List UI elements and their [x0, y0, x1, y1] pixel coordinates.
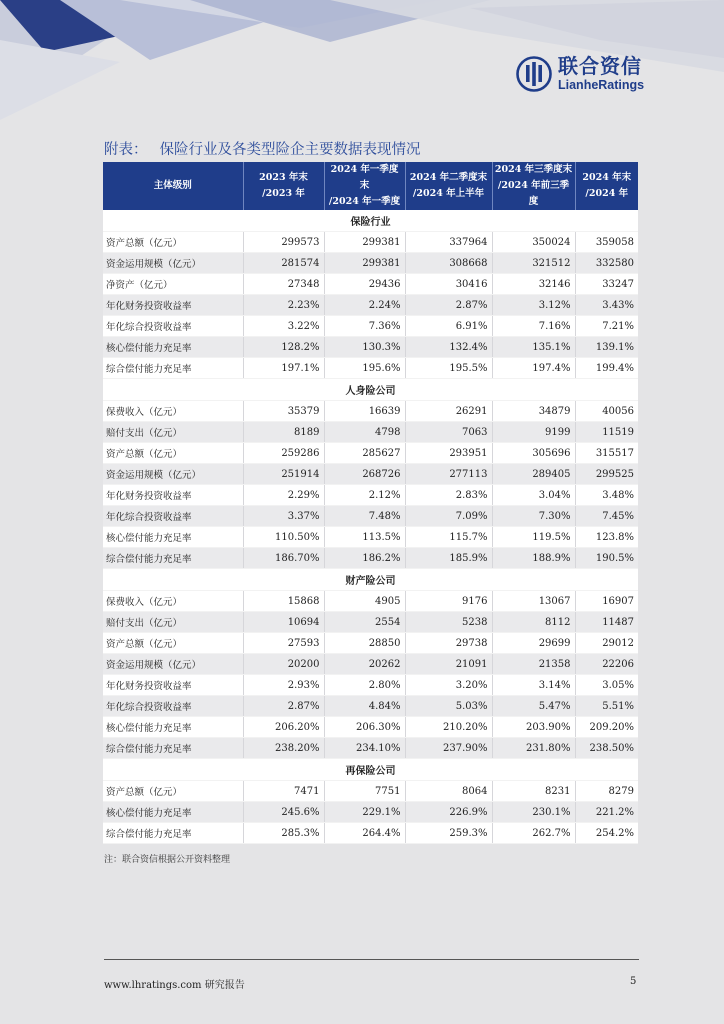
table-cell: 268726 — [324, 464, 405, 485]
table-row — [103, 232, 638, 253]
row-label: 赔付支出（亿元） — [103, 422, 243, 443]
table-cell: 197.4% — [492, 358, 575, 379]
table-cell: 3.05% — [575, 675, 638, 696]
row-label: 核心偿付能力充足率 — [103, 337, 243, 358]
table-row — [103, 401, 638, 422]
header-line2: /2024 年前三季度 — [497, 180, 570, 207]
table-cell: 16639 — [324, 401, 405, 422]
table-cell: 185.9% — [405, 548, 492, 569]
table-cell: 2.93% — [243, 675, 324, 696]
row-label: 综合偿付能力充足率 — [103, 358, 243, 379]
table-cell: 7.30% — [492, 506, 575, 527]
table-cell: 4798 — [324, 422, 405, 443]
header-period-3 — [405, 162, 492, 210]
table-row — [103, 612, 638, 633]
header-period-5 — [575, 162, 638, 210]
table-cell: 285627 — [324, 443, 405, 464]
table-cell: 2.12% — [324, 485, 405, 506]
table-cell: 7751 — [324, 781, 405, 802]
row-label: 净资产（亿元） — [103, 274, 243, 295]
table-cell: 231.80% — [492, 738, 575, 759]
header-line2: /2023 年 — [262, 188, 305, 199]
table-cell: 27593 — [243, 633, 324, 654]
table-cell: 238.20% — [243, 738, 324, 759]
table-cell: 20262 — [324, 654, 405, 675]
table-cell: 8231 — [492, 781, 575, 802]
row-label: 综合偿付能力充足率 — [103, 738, 243, 759]
header-line2: /2024 年上半年 — [412, 188, 485, 199]
table-cell: 7.16% — [492, 316, 575, 337]
header-line1: 2024 年末 — [582, 172, 632, 183]
table-cell: 206.20% — [243, 717, 324, 738]
table-cell: 186.2% — [324, 548, 405, 569]
section-header-row — [103, 569, 638, 591]
table-header-row — [103, 162, 638, 210]
table-cell: 22206 — [575, 654, 638, 675]
table-cell: 135.1% — [492, 337, 575, 358]
table-cell: 27348 — [243, 274, 324, 295]
table-row — [103, 591, 638, 612]
table-cell: 206.30% — [324, 717, 405, 738]
table-row — [103, 738, 638, 759]
header-period-1 — [243, 162, 324, 210]
table-cell: 21358 — [492, 654, 575, 675]
table-row — [103, 527, 638, 548]
section-header-row — [103, 759, 638, 781]
table-cell: 190.5% — [575, 548, 638, 569]
row-label: 保费收入（亿元） — [103, 591, 243, 612]
table-cell: 254.2% — [575, 823, 638, 844]
table-cell: 26291 — [405, 401, 492, 422]
table-cell: 10694 — [243, 612, 324, 633]
row-label: 资金运用规模（亿元） — [103, 464, 243, 485]
footer-divider — [104, 959, 639, 960]
table-cell: 3.04% — [492, 485, 575, 506]
table-cell: 119.5% — [492, 527, 575, 548]
table-cell: 305696 — [492, 443, 575, 464]
table-cell: 8189 — [243, 422, 324, 443]
row-label: 资产总额（亿元） — [103, 443, 243, 464]
header-period-4 — [492, 162, 575, 210]
row-label: 核心偿付能力充足率 — [103, 802, 243, 823]
table-cell: 299573 — [243, 232, 324, 253]
table-cell: 30416 — [405, 274, 492, 295]
table-row — [103, 274, 638, 295]
table-cell: 3.20% — [405, 675, 492, 696]
table-cell: 2.29% — [243, 485, 324, 506]
brand-name-cn: 联合资信 — [558, 54, 642, 79]
row-label: 资产总额（亿元） — [103, 633, 243, 654]
data-table — [103, 162, 638, 844]
table-cell: 16907 — [575, 591, 638, 612]
table-cell: 29436 — [324, 274, 405, 295]
table-cell: 350024 — [492, 232, 575, 253]
table-cell: 277113 — [405, 464, 492, 485]
row-label: 赔付支出（亿元） — [103, 612, 243, 633]
header-entity-level — [103, 162, 243, 210]
table-cell: 2.80% — [324, 675, 405, 696]
row-label: 年化财务投资收益率 — [103, 485, 243, 506]
header-line1: 2023 年末 — [259, 172, 308, 183]
header-line1: 2024 年一季度末 — [330, 164, 399, 191]
table-cell: 2554 — [324, 612, 405, 633]
table-cell: 332580 — [575, 253, 638, 274]
table-row — [103, 358, 638, 379]
table-cell: 210.20% — [405, 717, 492, 738]
brand-logo — [516, 56, 644, 92]
header-period-2 — [324, 162, 405, 210]
table-cell: 5238 — [405, 612, 492, 633]
table-cell: 3.48% — [575, 485, 638, 506]
table-cell: 21091 — [405, 654, 492, 675]
row-label: 资产总额（亿元） — [103, 781, 243, 802]
section-title: 保险行业 — [103, 210, 638, 232]
table-cell: 197.1% — [243, 358, 324, 379]
section-title: 再保险公司 — [103, 759, 638, 781]
table-cell: 35379 — [243, 401, 324, 422]
table-row — [103, 717, 638, 738]
table-cell: 29738 — [405, 633, 492, 654]
header-line1: 2024 年三季度末 — [494, 164, 573, 175]
table-cell: 8279 — [575, 781, 638, 802]
table-cell: 186.70% — [243, 548, 324, 569]
table-cell: 5.47% — [492, 696, 575, 717]
row-label: 年化综合投资收益率 — [103, 506, 243, 527]
table-row — [103, 506, 638, 527]
table-cell: 245.6% — [243, 802, 324, 823]
table-cell: 6.91% — [405, 316, 492, 337]
header-line2: /2024 年 — [585, 188, 629, 199]
table-cell: 238.50% — [575, 738, 638, 759]
table-cell: 113.5% — [324, 527, 405, 548]
table-cell: 2.23% — [243, 295, 324, 316]
table-cell: 15868 — [243, 591, 324, 612]
table-cell: 229.1% — [324, 802, 405, 823]
table-cell: 5.51% — [575, 696, 638, 717]
table-cell: 123.8% — [575, 527, 638, 548]
table-cell: 7471 — [243, 781, 324, 802]
table-cell: 359058 — [575, 232, 638, 253]
table-cell: 33247 — [575, 274, 638, 295]
table-cell: 234.10% — [324, 738, 405, 759]
table-row — [103, 295, 638, 316]
table-row — [103, 548, 638, 569]
lianhe-logo-icon — [516, 56, 552, 92]
table-cell: 11519 — [575, 422, 638, 443]
table-cell: 13067 — [492, 591, 575, 612]
row-label: 核心偿付能力充足率 — [103, 527, 243, 548]
table-cell: 128.2% — [243, 337, 324, 358]
table-cell: 29012 — [575, 633, 638, 654]
table-row — [103, 443, 638, 464]
table-cell: 199.4% — [575, 358, 638, 379]
row-label: 保费收入（亿元） — [103, 401, 243, 422]
table-cell: 139.1% — [575, 337, 638, 358]
table-cell: 3.14% — [492, 675, 575, 696]
table-body — [103, 210, 638, 844]
source-note: 注：联合资信根据公开资料整理 — [104, 855, 231, 865]
table-row — [103, 654, 638, 675]
table-cell: 28850 — [324, 633, 405, 654]
table-row — [103, 696, 638, 717]
table-cell: 2.87% — [405, 295, 492, 316]
table-cell: 20200 — [243, 654, 324, 675]
table-cell: 289405 — [492, 464, 575, 485]
table-cell: 11487 — [575, 612, 638, 633]
table-cell: 209.20% — [575, 717, 638, 738]
table-cell: 230.1% — [492, 802, 575, 823]
page-number: 5 — [630, 976, 637, 987]
header-line1: 2024 年二季度末 — [409, 172, 488, 183]
table-title — [104, 138, 421, 159]
table-row — [103, 253, 638, 274]
table-cell: 321512 — [492, 253, 575, 274]
table-cell: 299525 — [575, 464, 638, 485]
title-text: 保险行业及各类型险企主要数据表现情况 — [159, 142, 421, 158]
table-cell: 7.09% — [405, 506, 492, 527]
table-cell: 281574 — [243, 253, 324, 274]
table-cell: 226.9% — [405, 802, 492, 823]
table-cell: 285.3% — [243, 823, 324, 844]
table-cell: 7.45% — [575, 506, 638, 527]
table-cell: 203.90% — [492, 717, 575, 738]
title-prefix: 附表： — [104, 142, 148, 158]
table-cell: 7.48% — [324, 506, 405, 527]
table-cell: 29699 — [492, 633, 575, 654]
section-title: 人身险公司 — [103, 379, 638, 401]
table-cell: 4.84% — [324, 696, 405, 717]
table-cell: 293951 — [405, 443, 492, 464]
header-line2: /2024 年一季度 — [328, 196, 401, 207]
row-label: 资产总额（亿元） — [103, 232, 243, 253]
row-label: 年化财务投资收益率 — [103, 675, 243, 696]
table-cell: 8064 — [405, 781, 492, 802]
table-cell: 40056 — [575, 401, 638, 422]
section-title: 财产险公司 — [103, 569, 638, 591]
table-cell: 262.7% — [492, 823, 575, 844]
table-cell: 8112 — [492, 612, 575, 633]
table-row — [103, 781, 638, 802]
row-label: 资金运用规模（亿元） — [103, 654, 243, 675]
table-row — [103, 316, 638, 337]
table-cell: 3.43% — [575, 295, 638, 316]
table-cell: 115.7% — [405, 527, 492, 548]
table-cell: 5.03% — [405, 696, 492, 717]
table-cell: 9176 — [405, 591, 492, 612]
table-cell: 4905 — [324, 591, 405, 612]
table-cell: 7063 — [405, 422, 492, 443]
table-cell: 3.37% — [243, 506, 324, 527]
table-row — [103, 633, 638, 654]
row-label: 年化财务投资收益率 — [103, 295, 243, 316]
table-cell: 259286 — [243, 443, 324, 464]
header-line1: 主体级别 — [153, 180, 192, 191]
table-row — [103, 802, 638, 823]
table-cell: 259.3% — [405, 823, 492, 844]
section-header-row — [103, 210, 638, 232]
table-cell: 9199 — [492, 422, 575, 443]
table-cell: 132.4% — [405, 337, 492, 358]
table-cell: 251914 — [243, 464, 324, 485]
row-label: 核心偿付能力充足率 — [103, 717, 243, 738]
row-label: 资金运用规模（亿元） — [103, 253, 243, 274]
table-cell: 110.50% — [243, 527, 324, 548]
table-cell: 264.4% — [324, 823, 405, 844]
section-header-row — [103, 379, 638, 401]
table-cell: 7.21% — [575, 316, 638, 337]
table-row — [103, 422, 638, 443]
brand-name-en: LianheRatings — [558, 78, 645, 93]
table-cell: 195.5% — [405, 358, 492, 379]
row-label: 年化综合投资收益率 — [103, 696, 243, 717]
table-row — [103, 464, 638, 485]
table-cell: 2.83% — [405, 485, 492, 506]
table-cell: 299381 — [324, 253, 405, 274]
table-cell: 2.87% — [243, 696, 324, 717]
table-cell: 188.9% — [492, 548, 575, 569]
row-label: 综合偿付能力充足率 — [103, 548, 243, 569]
table-row — [103, 485, 638, 506]
footer-site: www.lhratings.com 研究报告 — [104, 980, 245, 991]
table-cell: 34879 — [492, 401, 575, 422]
row-label: 综合偿付能力充足率 — [103, 823, 243, 844]
table-cell: 2.24% — [324, 295, 405, 316]
table-row — [103, 337, 638, 358]
table-cell: 237.90% — [405, 738, 492, 759]
table-cell: 315517 — [575, 443, 638, 464]
table-cell: 308668 — [405, 253, 492, 274]
table-cell: 299381 — [324, 232, 405, 253]
table-cell: 221.2% — [575, 802, 638, 823]
table-row — [103, 823, 638, 844]
row-label: 年化综合投资收益率 — [103, 316, 243, 337]
table-cell: 195.6% — [324, 358, 405, 379]
table-cell: 130.3% — [324, 337, 405, 358]
table-cell: 3.22% — [243, 316, 324, 337]
table-cell: 32146 — [492, 274, 575, 295]
table-row — [103, 675, 638, 696]
table-cell: 7.36% — [324, 316, 405, 337]
table-cell: 3.12% — [492, 295, 575, 316]
table-cell: 337964 — [405, 232, 492, 253]
